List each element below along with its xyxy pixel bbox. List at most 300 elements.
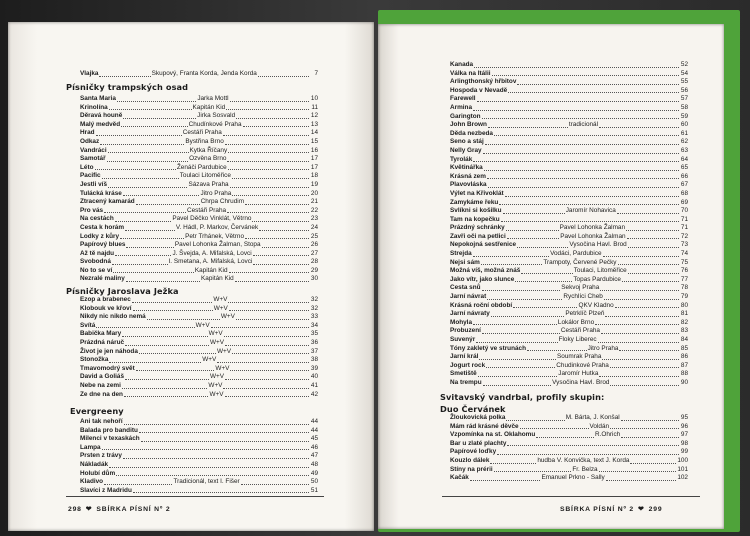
dot-leader — [139, 353, 216, 354]
song-author: Petrklíč Plzeň — [565, 310, 605, 318]
song-title: Jarní král — [450, 353, 479, 361]
song-title: Samotář — [80, 155, 106, 163]
dot-leader — [112, 264, 168, 265]
index-entry — [450, 267, 688, 276]
song-title: Výlet na Křivoklát — [450, 189, 504, 197]
page-ref: 61 — [680, 129, 688, 137]
dot-leader — [521, 273, 572, 274]
dot-leader — [107, 161, 189, 162]
dot-leader — [122, 388, 208, 389]
song-author: Chrpa Chrudim — [200, 198, 245, 206]
index-entry — [450, 276, 688, 285]
dot-leader — [622, 281, 679, 282]
index-entry — [80, 233, 318, 242]
page-ref: 41 — [310, 381, 318, 389]
dot-leader — [120, 238, 184, 239]
dot-leader — [536, 437, 594, 438]
page-ref: 27 — [310, 249, 318, 257]
page-ref: 52 — [680, 61, 688, 68]
dot-leader — [245, 204, 309, 205]
dot-leader — [599, 471, 677, 472]
dot-leader — [505, 196, 679, 197]
dot-leader — [513, 307, 577, 308]
index-entry — [450, 78, 688, 87]
dot-leader — [136, 204, 200, 205]
index-entry — [450, 319, 688, 328]
song-title: Tóny zakletý ve strunách — [450, 344, 527, 352]
song-author: W+V — [216, 347, 231, 355]
page-ref: 71 — [680, 224, 689, 232]
page-ref: 47 — [310, 452, 318, 460]
duo-entry-list — [450, 414, 688, 483]
song-title: Lodky z kůry — [80, 232, 120, 240]
page-ref: 39 — [310, 364, 319, 372]
song-title: Hrad — [80, 129, 95, 137]
song-title: Děravá houně — [80, 112, 123, 120]
song-title: Seno a stáj — [450, 138, 484, 146]
song-title: Na cestách — [80, 215, 114, 223]
song-title: Bar u zlaté plachty — [450, 439, 507, 447]
page-ref: 32 — [310, 304, 318, 312]
dot-leader — [115, 221, 172, 222]
song-author: Cestáři Praha — [560, 327, 600, 335]
page-ref: 62 — [680, 138, 688, 146]
dot-leader — [488, 127, 568, 128]
song-author: Sekvoj Praha — [561, 284, 600, 292]
dot-leader — [507, 445, 679, 446]
dot-leader — [477, 101, 679, 102]
song-title: Milenci v texaskách — [80, 435, 140, 443]
page-ref: 40 — [310, 373, 319, 381]
dot-leader — [485, 144, 679, 145]
dot-leader — [262, 247, 309, 248]
dot-leader — [147, 319, 220, 320]
dot-leader — [618, 264, 680, 265]
dot-leader — [243, 126, 309, 127]
dot-leader — [483, 385, 552, 386]
left-section-1-list — [80, 296, 318, 399]
song-title: Tulácká kráse — [80, 189, 122, 197]
page-ref: 72 — [680, 232, 689, 240]
song-author: Sázava Praha — [188, 180, 229, 188]
dot-leader — [481, 264, 543, 265]
song-author: Trampoty, Červené Pečky — [543, 258, 617, 266]
song-title: Možná víš, možná znáš — [450, 267, 521, 275]
dot-leader — [487, 299, 562, 300]
page-ref: 84 — [680, 336, 688, 343]
song-title: Pacific — [80, 172, 101, 180]
dot-leader — [482, 118, 679, 119]
song-author: QKV Kladno — [578, 301, 614, 309]
page-ref: 25 — [310, 232, 319, 240]
song-title: Prázdný schránky — [450, 224, 505, 232]
index-entry — [80, 452, 318, 461]
page-ref: 45 — [310, 435, 318, 443]
index-entry — [80, 356, 318, 365]
index-entry — [80, 95, 318, 104]
index-entry — [450, 379, 688, 388]
song-title: Malý medvěd — [80, 120, 121, 128]
dot-leader — [610, 367, 679, 368]
dot-leader — [225, 396, 310, 397]
page-ref: 97 — [680, 431, 689, 439]
song-author: Jaromír Hutka — [558, 370, 599, 378]
song-title: Stíny na prérii — [450, 465, 493, 473]
song-title: Svítá — [80, 321, 96, 329]
index-entry — [450, 448, 688, 457]
song-author: Emanuel Prkno - Sally — [541, 474, 605, 482]
page-ref: 46 — [310, 443, 318, 451]
index-entry — [450, 466, 688, 475]
dot-leader — [99, 76, 150, 77]
song-title: Vandráci — [80, 146, 107, 154]
dot-leader — [122, 336, 207, 337]
index-entry — [80, 224, 318, 233]
song-author: Jitro Praha — [587, 344, 619, 352]
page-ref: 75 — [680, 258, 689, 266]
page-ref: 26 — [310, 241, 318, 249]
song-title: Krásná roční období — [450, 301, 513, 309]
dot-leader — [506, 420, 564, 421]
index-entry — [80, 181, 318, 190]
dot-leader — [126, 247, 173, 248]
page-ref: 100 — [677, 456, 689, 464]
page-ref: 99 — [680, 448, 688, 456]
dot-leader — [483, 153, 679, 154]
series-title-left: SBÍRKA PÍSNÍ Nº 2 — [96, 506, 171, 513]
song-title: Odkaz — [80, 137, 100, 145]
dot-leader — [232, 195, 309, 196]
index-entry — [80, 444, 318, 453]
page-ref: 70 — [680, 207, 688, 215]
song-title: Klobouk ve křoví — [80, 304, 132, 312]
index-entry — [450, 104, 688, 113]
index-entry — [80, 382, 318, 391]
song-author: Kapitán Kid — [194, 266, 228, 274]
index-entry — [80, 215, 318, 224]
song-author: Toulaci Litoměřice — [179, 172, 231, 180]
page-ref: 17 — [310, 155, 319, 163]
index-entry — [80, 164, 318, 173]
page-ref: 73 — [680, 241, 689, 249]
index-entry — [450, 362, 688, 371]
page-ref: 20 — [310, 189, 318, 197]
dot-leader — [211, 327, 309, 328]
index-entry — [80, 339, 318, 348]
dot-leader — [108, 152, 189, 153]
page-ref: 95 — [680, 414, 688, 421]
song-author: J. Švejda, A. Mifalská, Lovci — [172, 249, 252, 257]
index-entry — [80, 322, 318, 331]
page-ref: 35 — [310, 330, 318, 338]
page-ref: 48 — [310, 460, 318, 468]
index-entry — [450, 181, 688, 190]
left-top-entry-list — [80, 70, 318, 79]
page-ref: 81 — [680, 310, 688, 318]
dot-leader — [615, 307, 679, 308]
dot-leader — [108, 187, 187, 188]
dot-leader — [503, 213, 565, 214]
dot-leader — [230, 370, 309, 371]
song-title: Ze dne na den — [80, 390, 123, 398]
dot-leader — [517, 247, 568, 248]
page-ref: 49 — [310, 469, 318, 477]
dot-leader — [628, 247, 679, 248]
dot-leader — [258, 76, 309, 77]
dot-leader — [235, 281, 309, 282]
page-ref: 56 — [680, 86, 688, 94]
index-entry — [80, 296, 318, 305]
song-author: Petr Trhánek, Větrno — [185, 232, 245, 240]
dot-leader — [123, 195, 200, 196]
song-title: No to se ví — [80, 266, 113, 274]
index-entry — [450, 138, 688, 147]
section-heading-jaroslav-jezek: Písničky Jaroslava Ježka — [66, 286, 179, 296]
index-entry — [450, 440, 688, 449]
page-ref: 67 — [680, 181, 688, 189]
page-ref: 23 — [310, 215, 319, 223]
song-title: Zavři oči na petlici — [450, 232, 506, 240]
index-entry — [450, 423, 688, 432]
dot-leader — [232, 353, 309, 354]
page-ref: 13 — [310, 120, 319, 128]
page-ref: 77 — [680, 275, 688, 283]
page-ref: 78 — [680, 284, 688, 292]
page-ref: 79 — [680, 293, 689, 301]
page-ref: 65 — [680, 164, 688, 172]
index-entry — [80, 267, 318, 276]
song-title: Kačák — [450, 474, 469, 482]
page-number-right: 299 — [648, 506, 663, 513]
footer-rule-right — [442, 496, 700, 497]
song-author: W+V — [202, 356, 217, 364]
index-entry — [80, 207, 318, 216]
song-title: Na trempu — [450, 378, 482, 386]
song-author: W+V — [215, 364, 230, 372]
dot-leader — [482, 290, 561, 291]
song-title: Holubí dům — [80, 469, 116, 477]
song-title: Krásná zem — [450, 172, 486, 180]
page-ref: 58 — [680, 103, 688, 111]
page-ref: 96 — [680, 422, 689, 430]
dot-leader — [116, 475, 309, 476]
page-ref: 38 — [310, 356, 318, 364]
index-entry — [450, 61, 688, 70]
dot-leader — [473, 256, 549, 257]
dot-leader — [109, 467, 309, 468]
index-entry — [450, 173, 688, 182]
index-entry — [450, 250, 688, 259]
page-ref: 18 — [310, 172, 319, 180]
song-title: Ezop a brabenec — [80, 296, 131, 303]
song-title: Garington — [450, 112, 481, 120]
dot-leader — [102, 449, 309, 450]
page-ref: 98 — [680, 439, 688, 447]
index-entry — [80, 305, 318, 314]
page-ref: 11 — [311, 103, 319, 111]
song-title: Válka na Itálii — [450, 69, 491, 77]
index-entry — [80, 391, 318, 400]
song-title: Až tě najdu — [80, 249, 115, 257]
index-entry — [450, 345, 688, 354]
dot-leader — [473, 161, 679, 162]
song-author: Jitro Praha — [200, 189, 232, 197]
dot-leader — [478, 376, 558, 377]
dot-leader — [228, 302, 309, 303]
song-author: hudba V. Konvička, text J. Korda — [537, 456, 630, 464]
index-entry — [80, 138, 318, 147]
song-title: Pro vás — [80, 206, 104, 214]
song-author: I. Smetana, A. Mifalská, Lovci — [168, 258, 253, 266]
dot-leader — [259, 230, 309, 231]
dot-leader — [121, 126, 187, 127]
page-ref: 33 — [310, 313, 319, 321]
song-author: Jarka Mottl — [197, 95, 229, 102]
dot-leader — [232, 178, 309, 179]
dot-leader — [125, 230, 175, 231]
page-ref: 29 — [310, 266, 319, 274]
page-ref: 28 — [310, 258, 318, 266]
index-entry — [450, 293, 688, 302]
page-ref: 59 — [680, 112, 688, 120]
dot-leader — [488, 187, 679, 188]
index-entry — [450, 70, 688, 79]
series-title-right: SBÍRKA PÍSNÍ Nº 2 — [560, 506, 634, 513]
song-title: Ztracený kamarád — [80, 198, 135, 206]
dot-leader — [227, 212, 309, 213]
dot-leader — [604, 299, 679, 300]
song-title: John Brown — [450, 121, 487, 129]
dot-leader — [224, 336, 309, 337]
song-title: Žloukovická polka — [450, 414, 506, 421]
dot-leader — [217, 362, 309, 363]
dot-leader — [508, 92, 679, 93]
page-ref: 88 — [680, 370, 688, 378]
song-author: Kapitán Kid — [201, 275, 234, 283]
index-entry — [80, 275, 318, 284]
page-ref: 69 — [680, 198, 688, 206]
song-author: Vodáci, Pardubice — [550, 250, 602, 258]
index-entry — [450, 233, 688, 242]
dot-leader — [241, 484, 309, 485]
dot-leader — [95, 169, 176, 170]
dot-leader — [527, 350, 587, 351]
dot-leader — [486, 367, 555, 368]
song-title: Prsten z trávy — [80, 452, 122, 460]
song-author: W+V — [208, 381, 223, 389]
song-author: tradicionál — [568, 121, 599, 129]
song-author: R.Ohrich — [595, 431, 621, 439]
dot-leader — [132, 302, 213, 303]
index-entry — [450, 95, 688, 104]
song-author: W+V — [209, 390, 224, 398]
page-ref: 32 — [310, 296, 319, 303]
page-ref: 71 — [680, 215, 688, 223]
dot-leader — [603, 256, 679, 257]
index-entry — [80, 427, 318, 436]
dot-leader — [621, 437, 679, 438]
page-number-left: 298 — [68, 506, 82, 513]
dot-leader — [476, 342, 557, 343]
page-ref: 86 — [680, 353, 689, 361]
song-title: Nebe na zemi — [80, 381, 121, 389]
dot-leader — [228, 152, 309, 153]
dot-leader — [124, 424, 309, 425]
index-entry — [80, 487, 318, 496]
page-ref: 14 — [310, 129, 319, 137]
index-entry — [80, 241, 318, 250]
song-title: Mohyla — [450, 318, 473, 326]
page-ref: 17 — [310, 163, 319, 171]
dot-leader — [605, 316, 679, 317]
dot-leader — [595, 324, 679, 325]
song-title: Svobodná — [80, 258, 111, 266]
song-title: Hospoda v Nevadě — [450, 86, 508, 94]
page-ref: 16 — [310, 146, 318, 154]
dot-leader — [123, 458, 309, 459]
dot-leader — [104, 484, 172, 485]
song-title: Kladivo — [80, 478, 104, 486]
page-ref: 10 — [310, 95, 319, 102]
index-entry — [80, 104, 318, 113]
dot-leader — [230, 101, 309, 102]
dot-leader — [484, 170, 679, 171]
dot-leader — [225, 345, 309, 346]
index-entry — [450, 147, 688, 156]
dot-leader — [602, 359, 679, 360]
dot-leader — [506, 230, 559, 231]
song-author: Voldán — [589, 422, 610, 430]
song-author: W+V — [220, 313, 235, 321]
dot-leader — [482, 333, 560, 334]
dot-leader — [115, 255, 171, 256]
index-entry — [450, 336, 688, 345]
index-entry — [450, 284, 688, 293]
dot-leader — [245, 238, 309, 239]
song-title: Strejda — [450, 250, 472, 258]
page-ref: 87 — [680, 361, 688, 369]
footer-rule-left — [66, 496, 324, 497]
index-entry — [450, 353, 688, 362]
song-author: W+V — [210, 338, 225, 346]
index-entry — [450, 457, 688, 466]
song-title: Armina — [450, 103, 473, 111]
index-entry — [80, 348, 318, 357]
dot-leader — [133, 492, 309, 493]
heart-icon: ❤ — [638, 506, 645, 513]
song-title: Jogurt rock — [450, 361, 486, 369]
song-title: Prázdná náruč — [80, 338, 125, 346]
song-title: Tam na kopečku — [450, 215, 500, 223]
song-author: Pavel Lohonka Žalman — [559, 224, 626, 232]
page-ref: 102 — [677, 474, 688, 482]
dot-leader — [600, 290, 679, 291]
right-page — [378, 24, 724, 529]
song-title: Probuzení — [450, 327, 481, 335]
page-ref: 12 — [310, 112, 318, 120]
dot-leader — [223, 135, 309, 136]
page-ref: 15 — [310, 137, 318, 145]
dot-leader — [610, 385, 679, 386]
dot-leader — [507, 238, 559, 239]
song-title: Život je jen náhoda — [80, 347, 138, 355]
dot-leader — [133, 310, 213, 311]
dot-leader — [492, 75, 680, 76]
page-ref: 57 — [680, 95, 688, 103]
song-author: Floky Liberec — [558, 336, 597, 343]
index-entry — [450, 121, 688, 130]
song-author: W+V — [213, 304, 228, 312]
